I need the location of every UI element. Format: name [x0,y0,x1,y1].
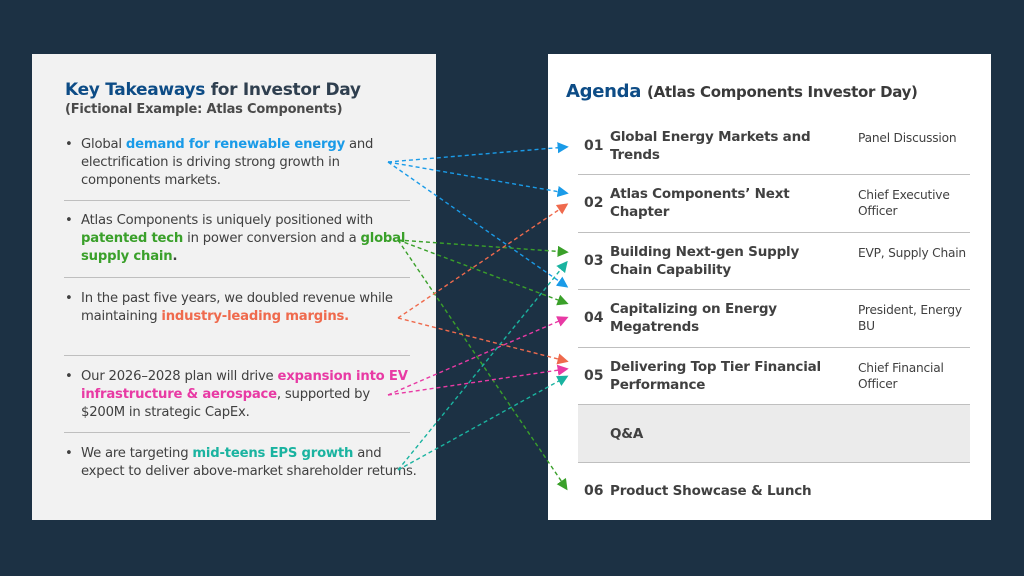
agenda-item-title: Capitalizing on Energy Megatrends [610,301,777,335]
divider [64,432,410,433]
agenda-item-05 [578,348,970,405]
highlight-global-supply-chain: global supply chain [81,231,406,264]
bullet: • [65,213,73,228]
agenda-item-06 [578,463,970,520]
agenda-speaker: EVP, Supply Chain [858,246,966,260]
agenda-number: 03 [584,253,604,269]
agenda-item-03 [578,233,970,290]
highlight-eps-growth: mid-teens EPS growth [192,446,354,461]
agenda-number: 02 [584,195,604,211]
takeaway-4: • Our 2026–2028 plan will drive expansion into EV infrastructure & aerospace, supported by $200M in strategic CapEx. [65,369,408,420]
agenda-number: 04 [584,310,604,326]
agenda-item-qa [578,405,970,462]
agenda-item-title: Building Next-gen Supply Chain Capability [610,244,800,278]
divider [64,200,410,201]
agenda-item-title: Atlas Components’ Next Chapter [610,186,790,220]
agenda-item-title: Delivering Top Tier Financial Performance [610,359,821,393]
agenda-number: 01 [584,138,604,154]
agenda-item-title: Global Energy Markets and Trends [610,129,811,163]
agenda-item-title: Product Showcase & Lunch [610,483,812,499]
agenda-speaker: Panel Discussion [858,131,957,145]
agenda-speaker: Chief Executive Officer [858,188,950,218]
agenda-item-title: Q&A [610,426,644,442]
bullet: • [65,446,73,461]
highlight-margins: industry-leading margins. [161,309,349,324]
agenda-number: 06 [584,483,604,499]
takeaway-1: • Global demand for renewable energy and electrification is driving strong growth in components markets. [65,137,374,188]
divider [64,355,410,356]
highlight-patented-tech: patented tech [81,231,184,246]
bullet: • [65,369,73,384]
agenda-item-02 [578,175,970,232]
agenda-title: Agenda (Atlas Components Investor Day) [566,81,918,102]
divider [64,277,410,278]
agenda-panel [548,54,991,520]
takeaway-3: • In the past five years, we doubled revenue while maintaining industry-leading margins. [65,291,393,324]
bullet: • [65,291,73,306]
agenda-number: 05 [584,368,604,384]
takeaway-5: • We are targeting mid-teens EPS growth and expect to deliver above-market shareholder returns. [65,446,417,479]
key-takeaways-title: Key Takeaways for Investor Day [65,80,361,100]
takeaway-2: • Atlas Components is uniquely positioned with patented tech in power conversion and a global supply chain. [65,213,406,264]
key-takeaways-panel [32,54,436,520]
highlight-renewable-demand: demand for renewable energy [125,137,345,152]
key-takeaways-subtitle: (Fictional Example: Atlas Components) [65,102,343,117]
agenda-speaker: Chief Financial Officer [858,361,944,391]
agenda-speaker: President, Energy BU [858,303,962,333]
agenda-item-04 [578,290,970,347]
bullet: • [65,137,73,152]
agenda-item-01 [578,118,970,175]
highlight-expansion: expansion into EV infrastructure & aerospace [81,369,408,402]
